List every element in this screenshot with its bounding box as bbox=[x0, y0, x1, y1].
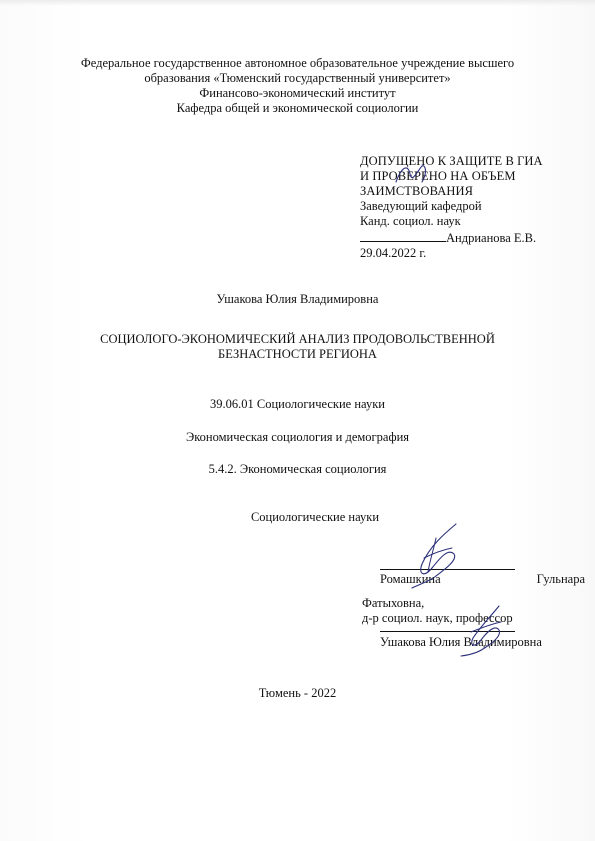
header-line-4: Кафедра общей и экономической социологии bbox=[176, 101, 419, 115]
thesis-title-line-2: БЕЗНАСТНОСТИ РЕГИОНА bbox=[218, 347, 377, 361]
thesis-title bbox=[60, 332, 535, 362]
supervisor-surname: Ромашкина bbox=[380, 572, 441, 586]
supervisor-degree: д-р социол. наук, профессор bbox=[362, 611, 513, 625]
program-code: 39.06.01 Социологические науки bbox=[210, 397, 385, 411]
supervisor-details bbox=[362, 596, 582, 626]
approval-signature-line bbox=[360, 229, 446, 242]
approval-degree: Канд. социол. наук bbox=[360, 214, 461, 228]
supervisor-block bbox=[380, 568, 585, 587]
approval-head-name: Андрианова Е.В. bbox=[446, 231, 537, 245]
specialization: Экономическая социология и демография bbox=[185, 430, 410, 444]
institution-header bbox=[60, 56, 535, 116]
approval-line-3: ЗАИМСТВОВАНИЯ bbox=[360, 184, 474, 198]
header-line-1: Федеральное государственное автономное образовательное учреждение высшего bbox=[80, 56, 515, 70]
approval-date: 29.04.2022 г. bbox=[360, 246, 427, 260]
city-year: Тюмень - 2022 bbox=[258, 686, 337, 700]
header-line-3: Финансово-экономический институт bbox=[199, 86, 396, 100]
approval-line-1: ДОПУЩЕНО К ЗАЩИТЕ В ГИА bbox=[360, 154, 543, 168]
student-signature-line bbox=[380, 630, 515, 632]
student-name: Ушакова Юлия Владимировна bbox=[380, 635, 542, 649]
author-name: Ушакова Юлия Владимировна bbox=[216, 292, 379, 306]
approval-line-2: И ПРОВЕРЕНО НА ОБЪЕМ bbox=[360, 169, 516, 183]
sciences: Социологические науки bbox=[250, 510, 380, 524]
supervisor-name-row bbox=[380, 572, 585, 587]
thesis-title-line-1: СОЦИОЛОГО-ЭКОНОМИЧЕСКИЙ АНАЛИЗ ПРОДОВОЛЬСТВЕННОЙ bbox=[100, 332, 495, 346]
supervisor-signature-line bbox=[380, 568, 515, 570]
approval-block bbox=[360, 154, 580, 261]
approval-position: Заведующий кафедрой bbox=[360, 199, 482, 213]
supervisor-first-name: Гульнара bbox=[536, 572, 585, 586]
supervisor-patronymic: Фатыховна, bbox=[362, 596, 425, 610]
scan-edge bbox=[0, 0, 595, 6]
student-block bbox=[380, 630, 585, 650]
approval-signature-row bbox=[360, 229, 580, 246]
specialty: 5.4.2. Экономическая социология bbox=[208, 462, 387, 476]
header-line-2: образования «Тюменский государственный университет» bbox=[144, 71, 451, 85]
